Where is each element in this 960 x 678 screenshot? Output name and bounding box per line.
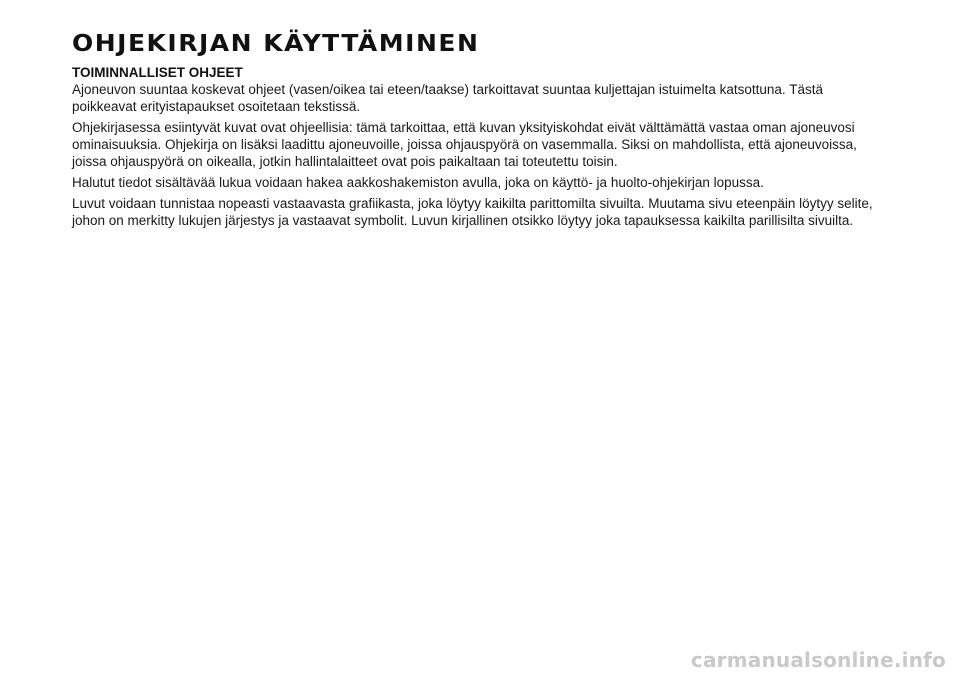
document-page [72, 30, 882, 233]
paragraph-chapters: Luvut voidaan tunnistaa nopeasti vastaavasta grafiikasta, joka löytyy kaikilta parittomilta sivuilta. Muutama sivu eteenpäin löytyy selite, johon on merkitty lukujen järjestys ja vastaavat symbolit. Luvun kirjallinen otsikko löytyy joka tapauksessa kaikilta parillisilta sivuilta. [72, 196, 873, 228]
section-heading: TOIMINNALLISET OHJEET [72, 65, 243, 80]
page-title: OHJEKIRJAN KÄYTTÄMINEN [72, 30, 480, 57]
paragraph-illustrations: Ohjekirjasessa esiintyvät kuvat ovat ohjeellisia: tämä tarkoittaa, että kuvan yksityiskohdat eivät välttämättä vastaa oman ajoneuvosi ominaisuuksia. Ohjekirja on lisäksi laadittu ajoneuvoille, joissa ohjauspyörä on vasemmalla. Siksi on mahdollista, että ajoneuvoissa, joissa ohjauspyörä on oikealla, jotkin hallintalaitteet ovat pois paikaltaan tai toteutettu toisin. [72, 120, 857, 169]
paragraph-direction: Ajoneuvon suuntaa koskevat ohjeet (vasen/oikea tai eteen/taakse) tarkoittavat suuntaa kuljettajan istuimelta katsottuna. Tästä poikkeavat erityistapaukset osoitetaan tekstissä. [72, 82, 823, 114]
watermark-text: carmanualsonline.info [690, 648, 946, 672]
paragraph-index: Halutut tiedot sisältävää lukua voidaan hakea aakkoshakemiston avulla, joka on käyttö- ja huolto-ohjekirjan lopussa. [72, 175, 764, 190]
